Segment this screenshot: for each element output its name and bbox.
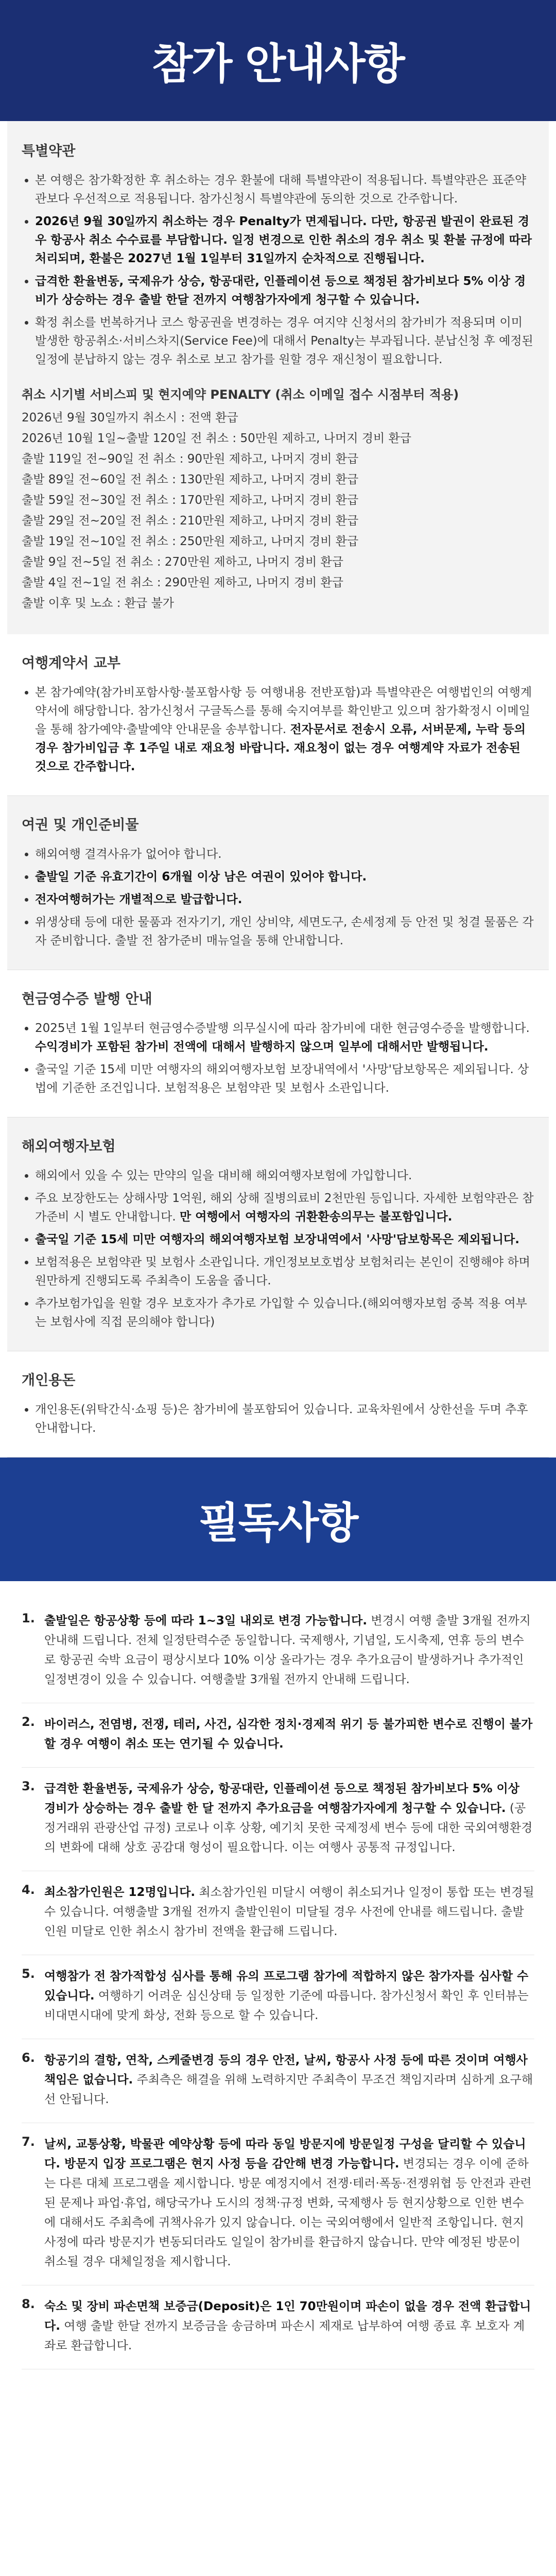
list-item [35, 272, 534, 309]
must-read-item [22, 1703, 534, 1768]
must-read-banner [0, 1458, 556, 1581]
special-terms-list [22, 171, 534, 369]
allowance-card [7, 1351, 549, 1458]
allowance-title: 개인용돈 [22, 1372, 76, 1388]
item-text: 여행 출발 한달 전까지 보증금을 송금하며 파손시 제재로 납부하여 여행 종료 후 보호자 계좌로 환급합니다. [44, 2319, 525, 2352]
page-title-banner [0, 0, 556, 121]
must-read-section [0, 1581, 556, 2380]
info-section [0, 121, 556, 1458]
must-read-item [22, 1871, 534, 1955]
contract-list [22, 683, 534, 776]
item-emphasis: 숙소 및 장비 파손면책 보증금(Deposit)은 1인 70만원이며 파손이 없을 경우 전액 환급합니다. [44, 2300, 531, 2333]
item-body [44, 1779, 534, 1857]
item-number: 2. [22, 1715, 35, 1729]
list-item [35, 1019, 534, 1056]
insurance-title: 해외여행자보험 [22, 1139, 116, 1155]
must-read-title: 필독사항 [198, 1498, 358, 1548]
must-read-item [22, 2285, 534, 2369]
item-body [44, 2134, 534, 2272]
receipt-list [22, 1019, 534, 1097]
item-number: 8. [22, 2297, 35, 2311]
item-emphasis: 출발일은 항공상황 등에 따라 1~3일 내외로 변경 가능합니다. [44, 1614, 368, 1628]
item-emphasis: 만 여행에서 여행자의 귀환환송의무는 불포함입니다. [179, 1210, 453, 1224]
item-text: 보험적용은 보험약관 및 보험사 소관입니다. 개인정보보호법상 보험처리는 본인이 진행해야 하며 원만하게 진행되도록 주최측이 도움을 줍니다. [35, 1256, 530, 1287]
item-emphasis: 최소참가인원은 12명입니다. [44, 1886, 196, 1899]
item-text: 본 참가예약(참가비포함사항·불포함사항 등 여행내용 전반포함)과 특별약관은 여행법인의 여행계약서에 해당합니다. 참가신청서 구글독스를 통해 숙지여부를 확인받고 있으며 참가확정시 이메일을 통해 참가예약·출발예약 안내문을 송부합니다. [35, 686, 532, 736]
item-emphasis: 2026년 9월 30일까지 취소하는 경우 Penalty가 면제됩니다. 다만, 항공권 발권이 완료된 경우 항공사 취소 수수료를 부담합니다. 일정 변경으로 인한 취소의 경우 취소 및 환불 규정에 따라 처리되며, 환불은 2027년 1월 1일부터 31일까지 순차적으로 진행됩니다. [35, 215, 532, 265]
passport-title: 여권 및 개인준비물 [22, 817, 139, 833]
item-emphasis: 전자문서로 전송시 오류, 서버문제, 누락 등의 경우 참가비입금 후 1주일 내로 재요청 바랍니다. 재요청이 없는 경우 여행계약 자료가 전송된 것으로 간주합니다. [35, 723, 526, 773]
list-item [35, 890, 534, 909]
must-read-item [22, 2123, 534, 2285]
passport-card [7, 796, 549, 970]
fee-line: 출발 4일 전~1일 전 취소 : 290만원 제하고, 나머지 경비 환급 [22, 576, 343, 589]
item-emphasis: 급격한 환율변동, 국제유가 상승, 항공대란, 인플레이션 등으로 책정된 참가비보다 5% 이상 경비가 상승하는 경우 출발 한달 전까지 여행참가자에게 청구할 수 있습니다. [35, 275, 526, 307]
must-read-list [7, 1581, 549, 2380]
fee-table-title: 취소 시기별 서비스피 및 현지예약 PENALTY (취소 이메일 접수 시점부터 적용) [22, 387, 459, 402]
item-number: 3. [22, 1779, 35, 1793]
list-item [35, 1253, 534, 1290]
must-read-item [22, 1768, 534, 1871]
list-item [35, 1400, 534, 1437]
item-text: 주최측은 해결을 위해 노력하지만 주최측이 무조건 책임지라며 심하게 요구해선 안됩니다. [44, 2073, 533, 2106]
list-item [35, 845, 534, 863]
item-text: (공정거래위 관광산업 규정) 코로나 이후 상황, 예기치 못한 국제정세 변수 등에 대한 국외여행환경의 변화에 대해 상호 공감대 형성이 필요합니다. 이는 여행사 공통적 규정입니다. [44, 1802, 533, 1854]
allowance-list [22, 1400, 534, 1437]
list-item [35, 1294, 534, 1331]
fee-line: 출발 59일 전~30일 전 취소 : 170만원 제하고, 나머지 경비 환급 [22, 494, 359, 507]
list-item [35, 1166, 534, 1185]
contract-title: 여행계약서 교부 [22, 655, 120, 671]
item-text: 변경시 여행 출발 3개월 전까지 안내해 드립니다. 전체 일정탄력수준 동일합니다. 국제행사, 기념일, 도시축제, 연휴 등의 변수로 항공권 숙박 요금이 평상시보다 10% 이상 올라가는 경우 추가요금이 발생하거나 추가적인 일정변경이 있을 수 있습니다. 여행출발 3개월 전까지 안내해 드립니다. [44, 1614, 531, 1686]
item-text: 해외여행 결격사유가 없어야 합니다. [35, 848, 222, 861]
item-body [44, 2050, 534, 2109]
item-number: 4. [22, 1883, 35, 1897]
must-read-item [22, 2039, 534, 2123]
list-item [35, 868, 534, 886]
item-emphasis: 출발일 기준 유효기간이 6개월 이상 남은 여권이 있어야 합니다. [35, 870, 367, 884]
item-body [44, 1883, 534, 1941]
special-terms-card [7, 121, 549, 634]
fee-line: 2026년 10월 1일~출발 120일 전 취소 : 50만원 제하고, 나머지 경비 환급 [22, 432, 411, 445]
passport-list [22, 845, 534, 950]
item-text: 여행하기 어려운 심신상태 등 일정한 기준에 따릅니다. 참가신청서 확인 후 인터뷰는 비대면시대에 맞게 화상, 전화 등으로 할 수 있습니다. [44, 1989, 529, 2022]
item-body [44, 2297, 534, 2355]
item-text: 추가보험가입을 원할 경우 보호자가 추가로 가입할 수 있습니다.(해외여행자보험 중복 적용 여부는 보험사에 직접 문의해야 합니다) [35, 1297, 527, 1329]
item-emphasis: 수익경비가 포함된 참가비 전액에 대해서 발행하지 않으며 일부에 대해서만 발행됩니다. [35, 1040, 489, 1054]
must-read-item [22, 1600, 534, 1703]
fee-line: 출발 19일 전~10일 전 취소 : 250만원 제하고, 나머지 경비 환급 [22, 535, 359, 548]
list-item [35, 1230, 534, 1249]
fee-lines [22, 408, 534, 614]
item-emphasis: 여행참가 전 참가적합성 심사를 통해 유의 프로그램 참가에 적합하지 않은 참가자를 심사할 수 있습니다. [44, 1970, 529, 2003]
insurance-card [7, 1117, 549, 1351]
item-text: 출국일 기준 15세 미만 여행자의 해외여행자보험 보장내역에서 '사망'담보항목은 제외됩니다. 상법에 기준한 조건입니다. 보험적용은 보험약관 및 보험사 소관입니다. [35, 1063, 529, 1095]
item-text: 변경되는 경우 이에 준하는 다른 대체 프로그램을 제시합니다. 방문 예정지에서 전쟁·테러·폭동·전쟁위협 등 안전과 관련된 문제나 파업·휴업, 해당국가나 도시의 정책·규정 변화, 국제행사 등 현지상황으로 인한 변수에 대해서도 주최측에 귀책사유가 있지 않습니다. 이는 국외여행에서 일반적 조항입니다. 현지사정에 따라 방문지가 변동되더라도 일일이 참가비를 환급하지 않습니다. 만약 예정된 방문이 취소될 경우 대체일정을 제시합니다. [44, 2157, 532, 2268]
item-number: 7. [22, 2134, 35, 2149]
item-text: 개인용돈(위탁간식·쇼핑 등)은 참가비에 불포함되어 있습니다. 교육차원에서 상한선을 두며 추후 안내합니다. [35, 1403, 528, 1435]
item-emphasis: 항공기의 결항, 연착, 스케줄변경 등의 경우 안전, 날씨, 항공사 사정 등에 따른 것이며 여행사 책임은 없습니다. [44, 2054, 528, 2087]
fee-line: 출발 이후 및 노쇼 : 환급 불가 [22, 597, 175, 610]
item-emphasis: 출국일 기준 15세 미만 여행자의 해외여행자보험 보장내역에서 '사망'담보항목은 제외됩니다. [35, 1233, 519, 1246]
item-text: 최소참가인원 미달시 여행이 취소되거나 일정이 통합 또는 변경될 수 있습니다. 여행출발 3개월 전까지 출발인원이 미달될 경우 사전에 안내를 해드립니다. 출발인원 미달로 인한 취소시 참가비 전액을 환급해 드립니다. [44, 1886, 534, 1938]
page-title: 참가 안내사항 [152, 40, 404, 89]
fee-line: 출발 29일 전~20일 전 취소 : 210만원 제하고, 나머지 경비 환급 [22, 514, 359, 528]
item-body [44, 1967, 534, 2025]
list-item [35, 1189, 534, 1226]
list-item [35, 212, 534, 268]
receipt-card [7, 970, 549, 1117]
fee-line: 출발 119일 전~90일 전 취소 : 90만원 제하고, 나머지 경비 환급 [22, 452, 359, 466]
item-emphasis: 바이러스, 전염병, 전쟁, 테러, 사건, 심각한 정치·경제적 위기 등 불가피한 변수로 진행이 불가할 경우 여행이 취소 또는 연기될 수 있습니다. [44, 1718, 533, 1751]
fee-line: 출발 89일 전~60일 전 취소 : 130만원 제하고, 나머지 경비 환급 [22, 473, 359, 486]
list-item [35, 1060, 534, 1097]
item-text: 해외에서 있을 수 있는 만약의 일을 대비해 해외여행자보험에 가입합니다. [35, 1169, 412, 1182]
must-read-item [22, 1955, 534, 2039]
item-text: 본 여행은 참가확정한 후 취소하는 경우 환불에 대해 특별약관이 적용됩니다. 특별약관은 표준약관보다 우선적으로 적용됩니다. 참가신청시 특별약관에 동의한 것으로 간주합니다. [35, 174, 527, 206]
item-text: 2025년 1월 1일부터 현금영수증발행 의무실시에 따라 참가비에 대한 현금영수증을 발행합니다. [35, 1022, 530, 1035]
list-item [35, 313, 534, 369]
item-number: 1. [22, 1611, 35, 1625]
item-emphasis: 날씨, 교통상황, 박물관 예약상황 등에 따라 동일 방문지에 방문일정 구성을 달리할 수 있습니다. 방문지 입장 프로그램은 현지 사정 등을 감안해 변경 가능합니다. [44, 2138, 526, 2171]
list-item [35, 913, 534, 950]
insurance-list [22, 1166, 534, 1331]
special-terms-title: 특별약관 [22, 143, 76, 159]
item-body [44, 1715, 534, 1754]
item-number: 5. [22, 1967, 35, 1981]
item-text: 주요 보장한도는 상해사망 1억원, 해외 상해 질병의료비 2천만원 등입니다. 자세한 보험약관은 참가준비 시 별도 안내합니다. [35, 1192, 534, 1224]
item-text: 확정 취소를 번복하거나 코스 항공권을 변경하는 경우 여지약 신청서의 참가비가 적용되며 이미 발생한 항공취소·서비스차지(Service Fee)에 대해서 Penalty는 부과됩니다. 분납신청 후 예정된 일정에 분납하지 않는 경우 취소로 보고 참가를 원할 경우 재신청이 필요합니다. [35, 316, 533, 366]
item-body [44, 1611, 534, 1689]
item-emphasis: 급격한 환율변동, 국제유가 상승, 항공대란, 인플레이션 등으로 책정된 참가비보다 5% 이상 경비가 상승하는 경우 출발 한 달 전까지 추가요금을 여행참가자에게 청구할 수 있습니다. [44, 1782, 519, 1815]
contract-card [7, 634, 549, 796]
list-item [35, 683, 534, 776]
fee-line: 2026년 9월 30일까지 취소시 : 전액 환급 [22, 411, 238, 425]
item-number: 6. [22, 2050, 35, 2065]
receipt-title: 현금영수증 발행 안내 [22, 991, 152, 1007]
item-text: 위생상태 등에 대한 물품과 전자기기, 개인 상비약, 세면도구, 손세정제 등 안전 및 청결 물품은 각자 준비합니다. 출발 전 참가준비 매뉴얼을 통해 안내합니다. [35, 916, 534, 947]
list-item [35, 171, 534, 208]
item-emphasis: 전자여행허가는 개별적으로 발급합니다. [35, 893, 242, 906]
fee-line: 출발 9일 전~5일 전 취소 : 270만원 제하고, 나머지 경비 환급 [22, 555, 343, 569]
